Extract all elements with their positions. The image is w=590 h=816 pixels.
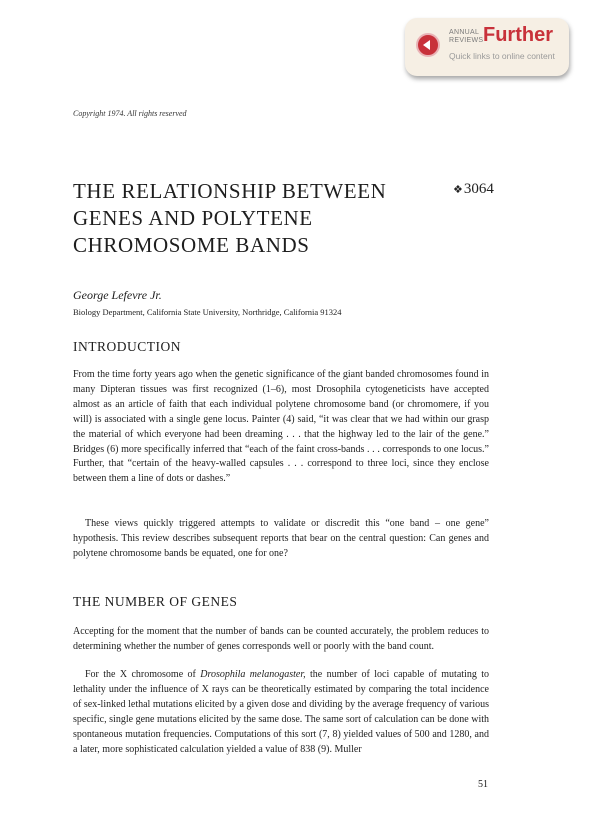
introduction-paragraph-2-text: These views quickly triggered attempts to validate or discredit this “one band – one gene” hypothesis. This review describes subsequent reports that bear on the central question: Can genes and polytene chromosome bands be equated, one for one? [73, 518, 489, 559]
article-title: THE RELATIONSHIP BETWEEN GENES AND POLYTENE CHROMOSOME BANDS [73, 179, 387, 257]
author-name: George Lefevre Jr. [73, 288, 162, 302]
article-id [453, 181, 494, 198]
diamond-icon: ❖ [453, 184, 463, 196]
annual-label: ANNUAL [449, 29, 480, 36]
quick-links-text: Quick links to online content [449, 51, 555, 61]
species-name: Drosophila melanogaster, [200, 669, 306, 680]
number-of-genes-paragraph-2 [73, 668, 489, 757]
reviews-label: REVIEWS [449, 37, 484, 44]
author-affiliation: Biology Department, California State University, Northridge, California 91324 [73, 307, 342, 317]
copyright-notice: Copyright 1974. All rights reserved [73, 109, 187, 118]
section-heading-number-of-genes: THE NUMBER OF GENES [73, 594, 238, 609]
further-label: Further [483, 24, 553, 46]
introduction-paragraph-2 [73, 517, 489, 562]
annual-reviews-further-banner[interactable] [405, 18, 569, 76]
introduction-paragraph-1: From the time forty years ago when the genetic significance of the giant banded chromosomes found in many Dipteran tissues was first recognized (1–6), most Drosophila cytogeneticists have accepted almost as an article of faith that each individual polytene chromosome band (or chromomere, if you will) is associated with a single gene locus. Painter (4) said, “it was clear that we had within our grasp the material of which everyone had been dreaming . . . that the highway led to the lair of the gene.” Bridges (6) more specifically inferred that “each of the faint cross-bands . . . corresponds to one locus.” Further, that “certain of the heavy-walled capsules . . . correspond to three loci, since they enclose between them a line of dots or dashes.” [73, 369, 489, 485]
play-arrow-icon [416, 33, 440, 57]
page-number: 51 [478, 779, 488, 790]
paragraph-2-text-end: the number of loci capable of mutating to lethality under the influence of X rays can be theoretically estimated by comparing the total incidence of sex-linked lethal mutations elicited by a given dose and dividing by the average frequency of various specific, single gene mutations elicited by the same dose. The same sort of calculation can be done with spontaneous mutation frequencies. Computations of this sort (7, 8) yielded values of 500 and 1280, and a later, more sophisticated calculation yielded a value of 838 (9). Muller [73, 669, 489, 755]
number-of-genes-paragraph-1: Accepting for the moment that the number of bands can be counted accurately, the problem reduces to determining whether the number of genes corresponds well or poorly with the band count. [73, 626, 489, 652]
article-number: 3064 [463, 181, 494, 197]
section-heading-introduction: INTRODUCTION [73, 339, 181, 354]
annual-reviews-label [449, 29, 483, 45]
paragraph-2-text-start: For the X chromosome of [85, 669, 201, 680]
